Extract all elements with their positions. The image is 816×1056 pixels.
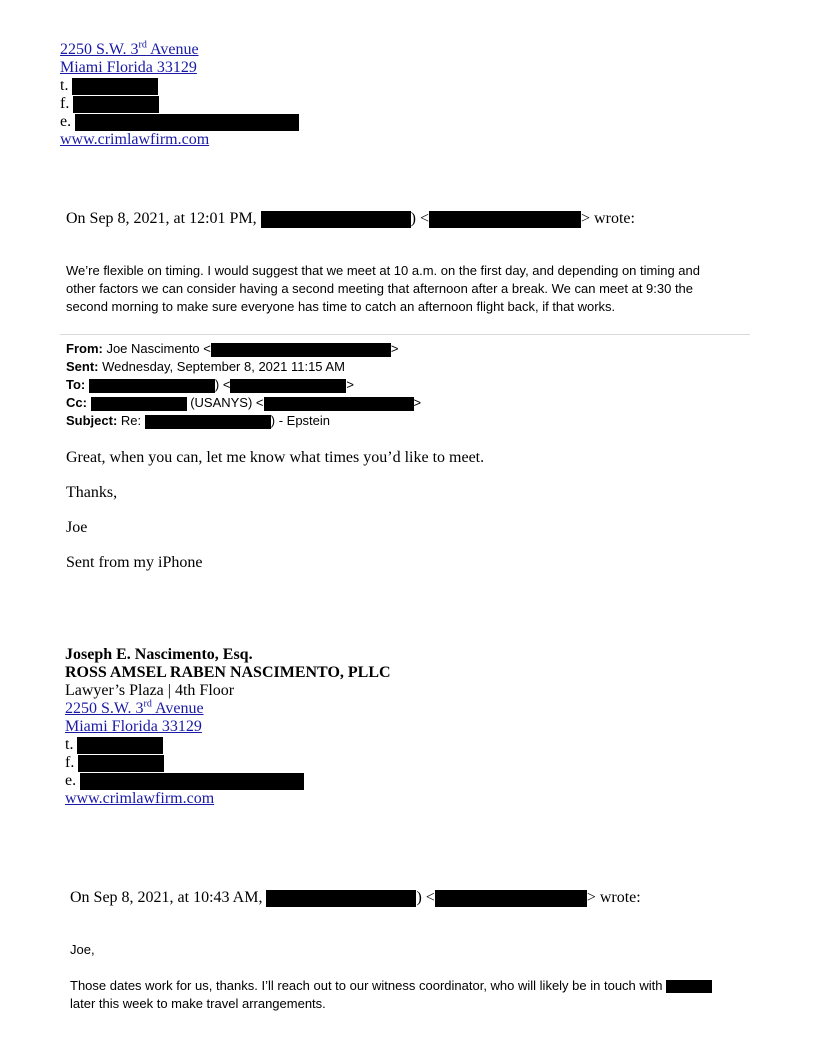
message-2-line: Great, when you can, let me know what times you’d like to meet. bbox=[66, 449, 485, 466]
sig-plaza: Lawyer’s Plaza | 4th Floor bbox=[65, 682, 235, 699]
redaction bbox=[261, 211, 411, 228]
sig-firm: ROSS AMSEL RABEN NASCIMENTO, PLLC bbox=[65, 664, 391, 681]
message-1-line: We’re flexible on timing. I would suggest that we meet at 10 a.m. on the first day, and depending on timing and bbox=[66, 263, 700, 278]
message-1-line: second morning to make sure everyone has time to catch an afternoon flight back, if that works. bbox=[66, 299, 616, 314]
header-subject: Subject: Re: ) - Epstein bbox=[66, 413, 331, 428]
sig-bottom-fax: f. bbox=[65, 754, 391, 772]
sig-bottom bbox=[65, 646, 391, 808]
sig-bottom-street[interactable]: 2250 S.W. 3rd Avenue bbox=[65, 698, 204, 717]
redaction bbox=[89, 379, 215, 393]
header-from: From: Joe Nascimento < > bbox=[66, 341, 399, 356]
sig-top-street[interactable]: 2250 S.W. 3rd Avenue bbox=[60, 39, 199, 58]
redaction bbox=[211, 343, 391, 357]
header-to: To: ) < > bbox=[66, 377, 355, 392]
message-3-line: Those dates work for us, thanks. I’ll reach out to our witness coordinator, who will likely be in touch with bbox=[70, 977, 770, 995]
redaction bbox=[429, 211, 581, 228]
redaction bbox=[78, 755, 164, 772]
wrote-line-1: On Sep 8, 2021, at 12:01 PM, ) < > wrote: bbox=[66, 210, 635, 227]
sig-name: Joseph E. Nascimento, Esq. bbox=[65, 646, 253, 663]
redaction bbox=[91, 397, 187, 411]
sig-bottom-phone: t. bbox=[65, 736, 391, 754]
sig-top-fax: f. bbox=[60, 95, 299, 113]
redaction bbox=[80, 773, 304, 790]
sig-top-email: e. bbox=[60, 113, 299, 131]
wrote-line-2: On Sep 8, 2021, at 10:43 AM, ) < > wrote: bbox=[70, 889, 641, 906]
redaction bbox=[77, 737, 163, 754]
message-3-greeting: Joe, bbox=[70, 942, 95, 957]
redaction bbox=[72, 78, 158, 95]
redaction bbox=[666, 980, 712, 993]
message-1 bbox=[66, 262, 766, 316]
sig-top-city[interactable]: Miami Florida 33129 bbox=[60, 59, 197, 76]
sig-top-website[interactable]: www.crimlawfirm.com bbox=[60, 131, 210, 148]
redaction bbox=[230, 379, 346, 393]
message-3-line: later this week to make travel arrangements. bbox=[70, 996, 326, 1011]
sig-top bbox=[60, 41, 299, 149]
sig-bottom-email: e. bbox=[65, 772, 391, 790]
redaction bbox=[266, 890, 416, 907]
sig-bottom-city[interactable]: Miami Florida 33129 bbox=[65, 718, 202, 735]
email-header bbox=[66, 340, 421, 430]
message-2-line: Thanks, bbox=[66, 484, 118, 501]
message-1-line: other factors we can consider having a second meeting that afternoon after a break. We can meet at 9:30 the bbox=[66, 281, 694, 296]
header-sent: Sent: Wednesday, September 8, 2021 11:15 AM bbox=[66, 359, 345, 374]
sig-top-phone: t. bbox=[60, 77, 299, 95]
redaction bbox=[75, 114, 299, 131]
redaction bbox=[73, 96, 159, 113]
message-3 bbox=[70, 941, 770, 1013]
message-2 bbox=[66, 449, 484, 572]
message-2-line: Joe bbox=[66, 519, 88, 536]
sig-bottom-website[interactable]: www.crimlawfirm.com bbox=[65, 790, 215, 807]
redaction bbox=[435, 890, 587, 907]
divider bbox=[60, 334, 750, 335]
message-2-line: Sent from my iPhone bbox=[66, 554, 203, 571]
redaction bbox=[145, 415, 271, 429]
redaction bbox=[264, 397, 414, 411]
header-cc: Cc: (USANYS) < > bbox=[66, 395, 422, 410]
